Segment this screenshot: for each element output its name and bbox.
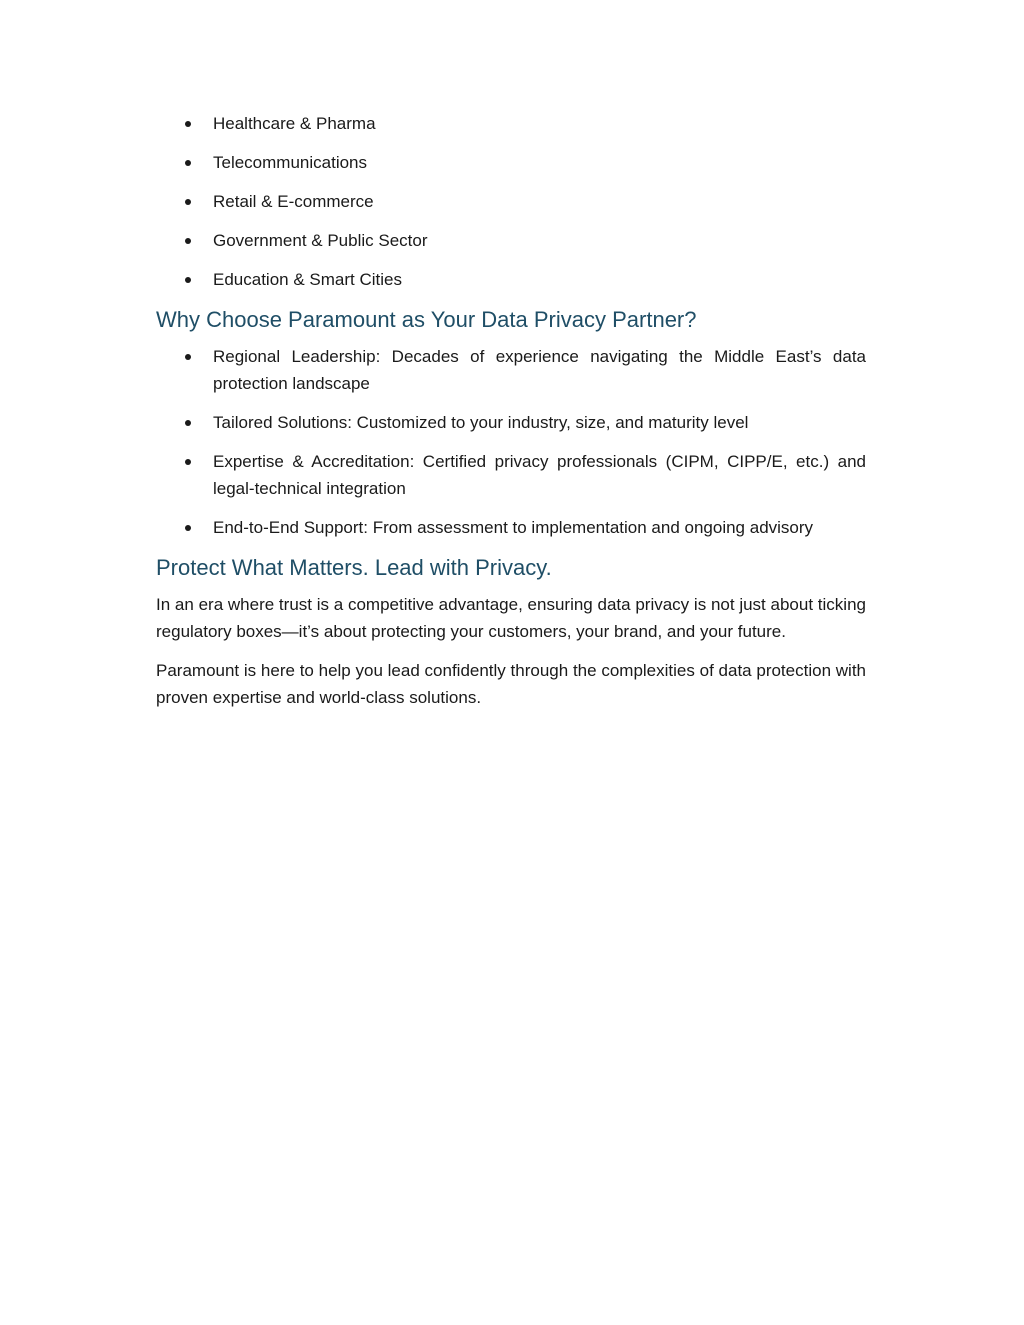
bullet-icon [185,238,191,244]
protect-heading: Protect What Matters. Lead with Privacy. [156,555,552,580]
list-item-text: Telecommunications [213,153,368,172]
bullet-icon [185,420,191,426]
list-item [156,514,866,541]
bullet-icon [185,121,191,127]
list-item-text: End-to-End Support: From assessment to implementation and ongoing advisory [213,518,814,537]
why-choose-heading: Why Choose Paramount as Your Data Privacy Partner? [156,307,697,332]
list-item-text: Tailored Solutions: Customized to your industry, size, and maturity level [213,413,749,432]
list-item-text: Regional Leadership: Decades of experience navigating the Middle East’s data protection landscape [213,347,866,393]
list-item [156,448,866,502]
bullet-icon [185,199,191,205]
list-item-text: Healthcare & Pharma [213,114,376,133]
paragraph: In an era where trust is a competitive advantage, ensuring data privacy is not just about ticking regulatory boxes—it’s about protecting your customers, your brand, and your future. [156,595,866,641]
bullet-icon [185,160,191,166]
bullet-icon [185,459,191,465]
list-item-text: Expertise & Accreditation: Certified privacy professionals (CIPM, CIPP/E, etc.) and legal-technical integration [213,452,866,498]
bullet-icon [185,354,191,360]
list-item-text: Education & Smart Cities [213,270,402,289]
bullet-icon [185,277,191,283]
industries-list [156,110,866,293]
list-item [156,409,866,436]
why-choose-list [156,343,866,541]
list-item [156,227,866,254]
list-item-text: Retail & E-commerce [213,192,374,211]
list-item [156,110,866,137]
list-item [156,149,866,176]
list-item [156,343,866,397]
document-page [156,110,866,723]
bullet-icon [185,525,191,531]
paragraph: Paramount is here to help you lead confidently through the complexities of data protection with proven expertise and world-class solutions. [156,661,866,707]
list-item [156,188,866,215]
list-item-text: Government & Public Sector [213,231,428,250]
list-item [156,266,866,293]
